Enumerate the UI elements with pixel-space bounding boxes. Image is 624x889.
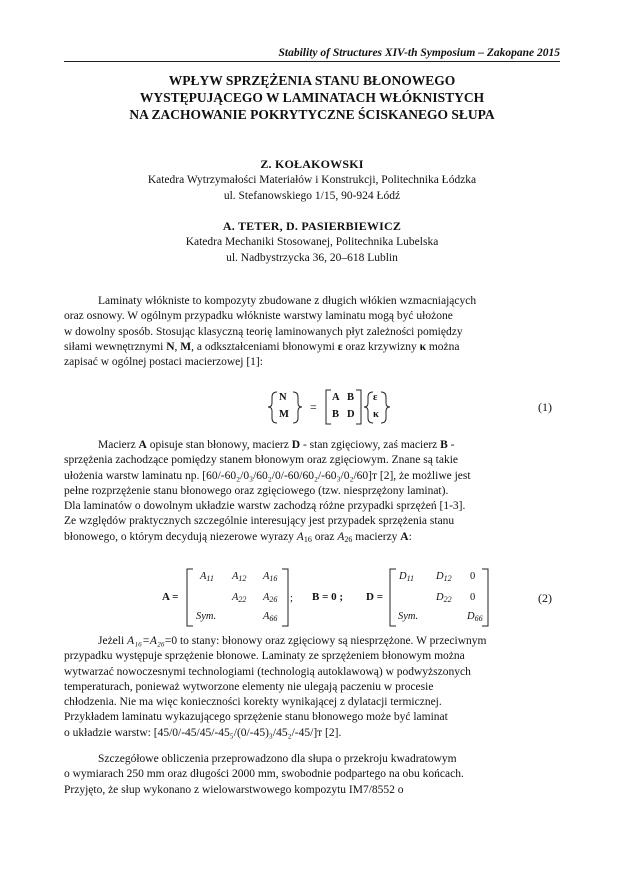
text-line: temperaturach, ponieważ wytworzone elementy nie ulegają paczeniu w procesie: [64, 680, 434, 693]
eq1-D: D: [347, 409, 355, 420]
eq2-A22: $A_{22}$: [232, 592, 247, 604]
text-line: błonowego, o którym decydują niezerowe wyrazy $A_{16}$ oraz $A_{26}$ macierzy A:: [64, 530, 412, 544]
text-line: Laminaty włókniste to kompozyty zbudowane z długich włókien wzmacniających: [98, 295, 477, 307]
text-line: Przyjęto, że słup wykonano z wielowarstwowego kompozytu IM7/8552 o: [64, 783, 404, 796]
eq2-B-label: B = 0 ;: [312, 591, 344, 603]
running-header: Stability of Structures XIV-th Symposium – Zakopane 2015: [278, 47, 560, 59]
author-name: Z. KOŁAKOWSKI: [260, 157, 364, 171]
eq1-B-top: B: [347, 392, 355, 403]
text-line: Jeżeli A₁₆=A₂₆=0 to stany: błonowy oraz zgięciowy są niesprzężone. W przeciwnym: [98, 635, 487, 647]
text-line: pełne rozprzężenie stanu błonowego oraz zgięciowego (tzw. niesprzężony laminat).: [64, 484, 449, 497]
text-line: Szczegółowe obliczenia przeprowadzono dla słupa o przekroju kwadratowym: [98, 753, 457, 765]
title-line-3: NA ZACHOWANIE POKRYTYCZNE ŚCISKANEGO SŁUPA: [129, 107, 495, 122]
eq2-D12: $D_{12}$: [436, 571, 452, 583]
author-affiliation: Katedra Wytrzymałości Materiałów i Konstrukcji, Politechnika Łódzka: [147, 174, 477, 186]
text-line: chłodzenia. Nie ma więc konieczności korekty wynikającej z dylatacji termicznej.: [64, 696, 442, 709]
eq1-equals: =: [310, 400, 317, 414]
author-address: ul. Stefanowskiego 1/15, 90-924 Łódź: [223, 190, 401, 202]
text-line: zapisać w ogólnej postaci macierzowej [1]:: [64, 356, 263, 369]
text-line: oraz osnowy. W ogólnym przypadku włókniste warstwy laminatu mogą być ułożone: [64, 310, 453, 323]
text-line: o układzie warstw: [45/0/-45/45/-45₅/(0/-45)₃/45₂/-45/]ᴛ [2].: [64, 726, 342, 739]
text-line: wytwarzać nowoczesnymi technologiami (technologią autoklawową) w podwyższonych: [64, 665, 471, 678]
eq2-D11: $D_{11}$: [399, 571, 414, 583]
eq1-A: A: [332, 392, 340, 403]
eq2-D22: $D_{22}$: [436, 592, 452, 604]
eq2-A16: $A_{16}$: [263, 571, 278, 583]
text-line: siłami wewnętrznymi N, M, a odkształceniami błonowymi ε oraz krzywizny κ można: [64, 340, 460, 353]
author-affiliation: Katedra Mechaniki Stosowanej, Politechnika Lubelska: [185, 236, 439, 248]
equation-number: (2): [538, 591, 552, 605]
eq2-sym-A: Sym.: [196, 611, 217, 622]
eq2-D26-zero: 0: [470, 592, 476, 603]
text-line: w dowolny sposób. Stosując klasyczną teorię laminowanych płyt zależności pomiędzy: [64, 325, 463, 338]
eq2-sym-D: Sym.: [398, 611, 419, 622]
eq1-lhs-N: N: [279, 392, 287, 403]
author-address: ul. Nadbystrzycka 36, 20–618 Lublin: [226, 252, 398, 264]
paragraph-3: [64, 634, 560, 741]
eq2-D66: $D_{66}$: [467, 611, 483, 623]
text-line: Przykładem laminatu wykazującego sprzężenie stanu błonowego może być laminat: [64, 711, 448, 724]
text-line: o wymiarach 250 mm oraz długości 2000 mm, swobodnie podpartego na obu końcach.: [64, 768, 464, 781]
eq1-B-bottom: B: [332, 409, 340, 420]
author-name: A. TETER, D. PASIERBIEWICZ: [222, 219, 402, 233]
equation-number: (1): [538, 400, 552, 414]
eq2-A66: $A_{66}$: [263, 611, 278, 623]
title-line-1: WPŁYW SPRZĘŻENIA STANU BŁONOWEGO: [168, 73, 456, 88]
eq2-separator: ;: [290, 593, 293, 604]
text-line: przypadku występuje sprzężenie błonowe. Laminaty ze sprzężeniem błonowym można: [64, 650, 465, 663]
eq2-A-label: A =: [162, 591, 179, 603]
eq1-lhs-M: M: [279, 409, 289, 420]
text-line: Ze względów praktycznych szczególnie interesujący jest przypadek sprzężenia stanu: [64, 515, 455, 528]
eq2-A26: $A_{26}$: [263, 592, 278, 604]
eq2-D-label: D =: [366, 591, 383, 603]
paragraph-4: [64, 752, 560, 798]
eq2-D16-zero: 0: [470, 571, 476, 582]
eq2-A12: $A_{12}$: [232, 571, 247, 583]
text-line: Dla laminatów o dowolnym układzie warstw zachodzą różne przypadki sprzężeń [1-3].: [64, 500, 466, 513]
title-line-2: WYSTĘPUJĄCEGO W LAMINATACH WŁÓKNISTYCH: [139, 90, 485, 105]
eq2-A11: $A_{11}$: [200, 571, 214, 583]
text-line: sprzężenia zachodzące pomiędzy stanem błonowym oraz zgięciowym. Znane są takie: [64, 454, 459, 467]
eq1-epsilon: ε: [373, 392, 378, 403]
text-line: ułożenia warstw laminatu np. [60/-60₂/0₃/60₂/0/-60/60₂/-60₃/0₂/60]ᴛ [2], że możliwe jest: [64, 469, 471, 482]
text-line: Macierz A opisuje stan błonowy, macierz D - stan zgięciowy, zaś macierz B -: [98, 439, 455, 451]
eq1-kappa: κ: [373, 409, 379, 420]
